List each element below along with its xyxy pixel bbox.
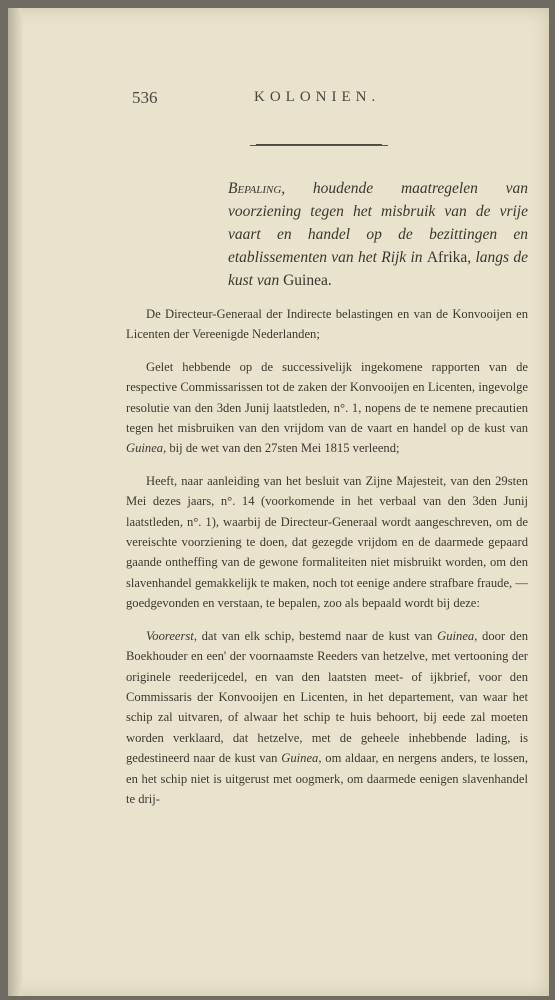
title-guinea: Guinea: [283, 272, 328, 289]
paragraph-4-text-b: , door den Boekhouder en een' der voornaamste Reeders van hetzelve, met vertooning der originele reederijcedel, en van den laatsten meet- of ijkbrief, voor den Commissaris der Konvooijen en Licenten, in het departement, van waar het schip zal uitvaren, of alwaar het schip te huis behoort, bij eede zal moeten worden verklaard, dat hetzelve, met de geheele inhebbende lading, is gedestineerd naar de kust van: [126, 628, 528, 766]
paragraph-2: [126, 357, 528, 459]
title-lead: Bepaling: [228, 180, 282, 197]
title-part-2: , langs de kust van: [228, 249, 528, 289]
title-end: .: [327, 272, 332, 289]
paragraph-3-text: Heeft, naar aanleiding van het besluit van Zijne Majesteit, van den 29sten Mei dezes jaars, n°. 14 (voorkomende in het verbaal van den 3den Junij laatstleden, n°. 1), waarbij de Directeur-Generaal wordt aangeschreven, om de vereischte voorziening te doen, dat gezegde vrijdom en de daarmede gepaard gaande ontheffing van de gewone formaliteiten niet misbruikt worden, om den slavenhandel gemakkelijk te maken, noch tot eenige andere strafbare fraude, — goedgevonden en verstaan, te bepalen, zoo als bepaald wordt bij deze:: [126, 473, 528, 611]
page-gutter: [8, 8, 22, 996]
paragraph-2-guinea: Guinea: [126, 441, 164, 456]
paragraph-1-text: De Directeur-Generaal der Indirecte belastingen en van de Konvooijen en Licenten der Vereenigde Nederlanden;: [126, 307, 528, 342]
title-part-1: , houdende maatregelen van voorziening tegen het misbruik van de vrije vaart en handel op de bezittingen en etablissementen van het Rijk in: [228, 180, 528, 266]
paragraph-1: [126, 304, 528, 345]
paragraph-2-text-b: , bij de wet van den 27sten Mei 1815 verleend;: [163, 441, 400, 456]
title-afrika: Afrika: [426, 249, 468, 266]
body-text: [126, 304, 528, 821]
header-rule: [256, 144, 382, 146]
paragraph-4-guinea-2: Guinea: [281, 751, 319, 766]
running-title: KOLONIEN.: [254, 89, 381, 105]
paragraph-4-text-a: , dat van elk schip, bestemd naar de kust van: [193, 628, 438, 643]
decree-title: [228, 177, 528, 292]
paragraph-4-guinea-1: Guinea: [437, 628, 475, 643]
page-number: 536: [132, 88, 158, 107]
paragraph-4: [126, 626, 528, 810]
paragraph-3: [126, 471, 528, 614]
paragraph-2-text-a: Gelet hebbende op de successivelijk ingekomene rapporten van de respective Commissarissen tot de zaken der Konvooijen en Licenten, ingevolge resolutie van den 3den Junij laatstleden, n°. 1, nopens de te nemene precautien tegen het misbruiken van den vrijdom van de vaart en handel op de kust van: [126, 359, 528, 436]
book-page: [8, 8, 549, 996]
paragraph-4-lead: Vooreerst: [146, 628, 194, 643]
paragraph-4-text-c: , om aldaar, en nergens anders, te lossen, en het schip niet is uitgerust met oogmerk, om daarmede eenigen slavenhandel te drij-: [126, 751, 528, 806]
page-header: [132, 88, 422, 112]
